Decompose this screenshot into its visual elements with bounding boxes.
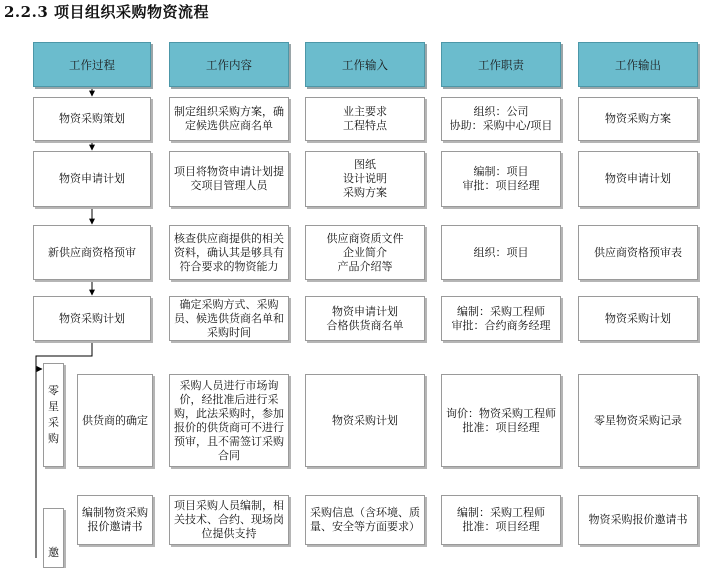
input-cell: 采购信息（含环境、质 量、安全等方面要求） (305, 495, 425, 545)
page-title: 2.2.3 项目组织采购物资流程 (4, 3, 209, 21)
side-label-invitation: 邀 (43, 508, 64, 568)
input-cell: 供应商资质文件 企业简介 产品介绍等 (305, 225, 425, 280)
output-cell: 物资采购报价邀请书 (578, 495, 698, 545)
input-cell: 业主要求 工程特点 (305, 97, 425, 141)
output-cell: 供应商资格预审表 (578, 225, 698, 280)
output-cell: 物资申请计划 (578, 151, 698, 207)
process-cell: 新供应商资格预审 (33, 225, 151, 280)
output-cell: 物资采购计划 (578, 296, 698, 341)
side-label-sporadic-purchase: 零 星 采 购 (43, 363, 64, 467)
header-input: 工作输入 (305, 42, 425, 87)
output-cell: 物资采购方案 (578, 97, 698, 141)
content-cell: 项目将物资申请计划提 交项目管理人员 (169, 151, 289, 207)
duty-cell: 组织：公司 协助：采购中心/项目 (441, 97, 561, 141)
content-cell: 核查供应商提供的相关 资料，确认其是够具有 符合要求的物资能力 (169, 225, 289, 280)
duty-cell: 组织：项目 (441, 225, 561, 280)
header-content: 工作内容 (169, 42, 289, 87)
header-output: 工作输出 (578, 42, 698, 87)
process-cell: 物资采购计划 (33, 296, 151, 341)
process-cell: 供货商的确定 (77, 374, 153, 467)
content-cell: 采购人员进行市场询 价，经批准后进行采 购，此法采购时，参加 报价的供货商可不进行 预审，且不需签订采购 合同 (169, 374, 289, 467)
duty-cell: 编制：采购工程师 审批：合约商务经理 (441, 296, 561, 341)
content-cell: 项目采购人员编制，相 关技术、合约、现场岗 位提供支持 (169, 495, 289, 545)
duty-cell: 编制：采购工程师 批准：项目经理 (441, 495, 561, 545)
duty-cell: 编制：项目 审批：项目经理 (441, 151, 561, 207)
input-cell: 物资申请计划 合格供货商名单 (305, 296, 425, 341)
input-cell: 图纸 设计说明 采购方案 (305, 151, 425, 207)
header-duty: 工作职责 (441, 42, 561, 87)
process-cell: 物资申请计划 (33, 151, 151, 207)
header-process: 工作过程 (33, 42, 151, 87)
process-cell: 物资采购策划 (33, 97, 151, 141)
process-cell: 编制物资采购 报价邀请书 (77, 495, 153, 545)
output-cell: 零星物资采购记录 (578, 374, 698, 467)
content-cell: 制定组织采购方案，确 定候选供应商名单 (169, 97, 289, 141)
content-cell: 确定采购方式、采购 员、候选供货商名单和 采购时间 (169, 296, 289, 341)
duty-cell: 询价：物资采购工程师 批准：项目经理 (441, 374, 561, 467)
input-cell: 物资采购计划 (305, 374, 425, 467)
